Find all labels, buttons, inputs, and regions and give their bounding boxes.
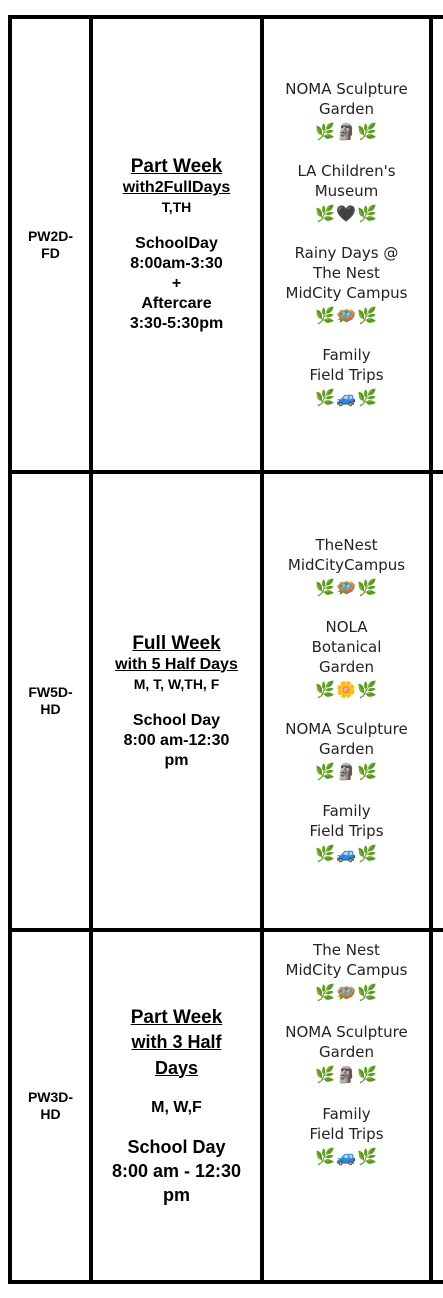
plan-code: FW5D- HD [28, 684, 73, 717]
plan-days: T,TH [161, 199, 192, 215]
plan-days: M, T, W,TH, F [133, 675, 220, 692]
location-name: Rainy Days @ The Nest MidCity Campus [285, 243, 408, 302]
locations-cell [264, 474, 429, 928]
location-emoji-icon: 🌿🗿🌿 [315, 1065, 378, 1084]
location-item [285, 79, 407, 143]
plan-line: School Day [127, 1136, 226, 1157]
location-name: NOMA Sculpture Garden [285, 1023, 408, 1061]
plan-code: PW2D- FD [27, 227, 74, 261]
location-item [286, 243, 408, 327]
plan-line: 8:00 am-12:30 [123, 731, 230, 749]
location-item [288, 535, 405, 599]
plan-line: pm [164, 751, 189, 769]
column-divider-3 [429, 15, 433, 1284]
locations-cell [264, 932, 429, 1280]
location-emoji-icon: 🌿🗿🌿 [315, 762, 378, 781]
plan-days: M, W,F [151, 1098, 202, 1116]
plan-line: 8:00 am - 12:30 [111, 1160, 242, 1181]
location-emoji-icon: 🌿🌼🌿 [315, 680, 378, 699]
location-item [285, 719, 407, 783]
location-emoji-icon: 🌿🪺🌿 [315, 983, 378, 1002]
location-item [309, 1104, 383, 1168]
plan-subtitle: with 5 Half Days [115, 655, 238, 673]
location-emoji-icon: 🌿🚙🌿 [315, 844, 378, 863]
location-name: NOMA Sculpture Garden [285, 720, 408, 758]
plan-line: pm [163, 1184, 190, 1205]
plan-line: 8:00am-3:30 [130, 255, 223, 272]
plan-code-cell [12, 19, 89, 470]
location-name: Family Field Trips [309, 345, 384, 384]
plan-description-cell [93, 474, 260, 928]
location-name: Family Field Trips [309, 1105, 384, 1143]
plan-title: Part Week [130, 156, 223, 177]
plan-code-cell [12, 932, 89, 1280]
plan-title: Full Week [132, 632, 221, 654]
location-name: The Nest MidCity Campus [285, 941, 408, 979]
location-item [309, 801, 383, 865]
location-item [297, 161, 395, 225]
location-item [309, 345, 383, 409]
plan-line: + [171, 275, 182, 292]
location-emoji-icon: 🌿🗿🌿 [315, 121, 378, 141]
plan-line: School Day [132, 711, 221, 729]
plan-title: Part Week [130, 1006, 223, 1028]
plan-line: Aftercare [141, 295, 212, 312]
location-emoji-icon: 🌿🖤🌿 [315, 203, 378, 223]
plan-line: 3:30-5:30pm [129, 315, 224, 332]
locations-cell [264, 19, 429, 470]
location-item [312, 617, 382, 701]
location-name: NOMA Sculpture Garden [285, 79, 408, 118]
location-emoji-icon: 🌿🚙🌿 [315, 1147, 378, 1166]
location-emoji-icon: 🌿🚙🌿 [315, 387, 378, 407]
plan-description-cell [93, 932, 260, 1280]
location-name: LA Children's Museum [297, 161, 396, 200]
plan-subtitle: with 3 Half Days [131, 1031, 222, 1078]
location-emoji-icon: 🌿🪺🌿 [315, 578, 378, 597]
location-name: NOLA Botanical Garden [311, 618, 382, 676]
location-item [285, 1022, 407, 1086]
plan-code: PW3D- HD [27, 1089, 74, 1122]
location-emoji-icon: 🌿🪺🌿 [315, 305, 378, 325]
location-item [286, 940, 408, 1004]
plan-subtitle: with2FullDays [122, 179, 231, 196]
location-name: TheNest MidCityCampus [287, 536, 406, 574]
table-border-bottom [8, 1280, 443, 1284]
plan-description-cell [93, 19, 260, 470]
location-name: Family Field Trips [309, 802, 384, 840]
plan-code-cell [12, 474, 89, 928]
plan-line: SchoolDay [135, 235, 218, 252]
